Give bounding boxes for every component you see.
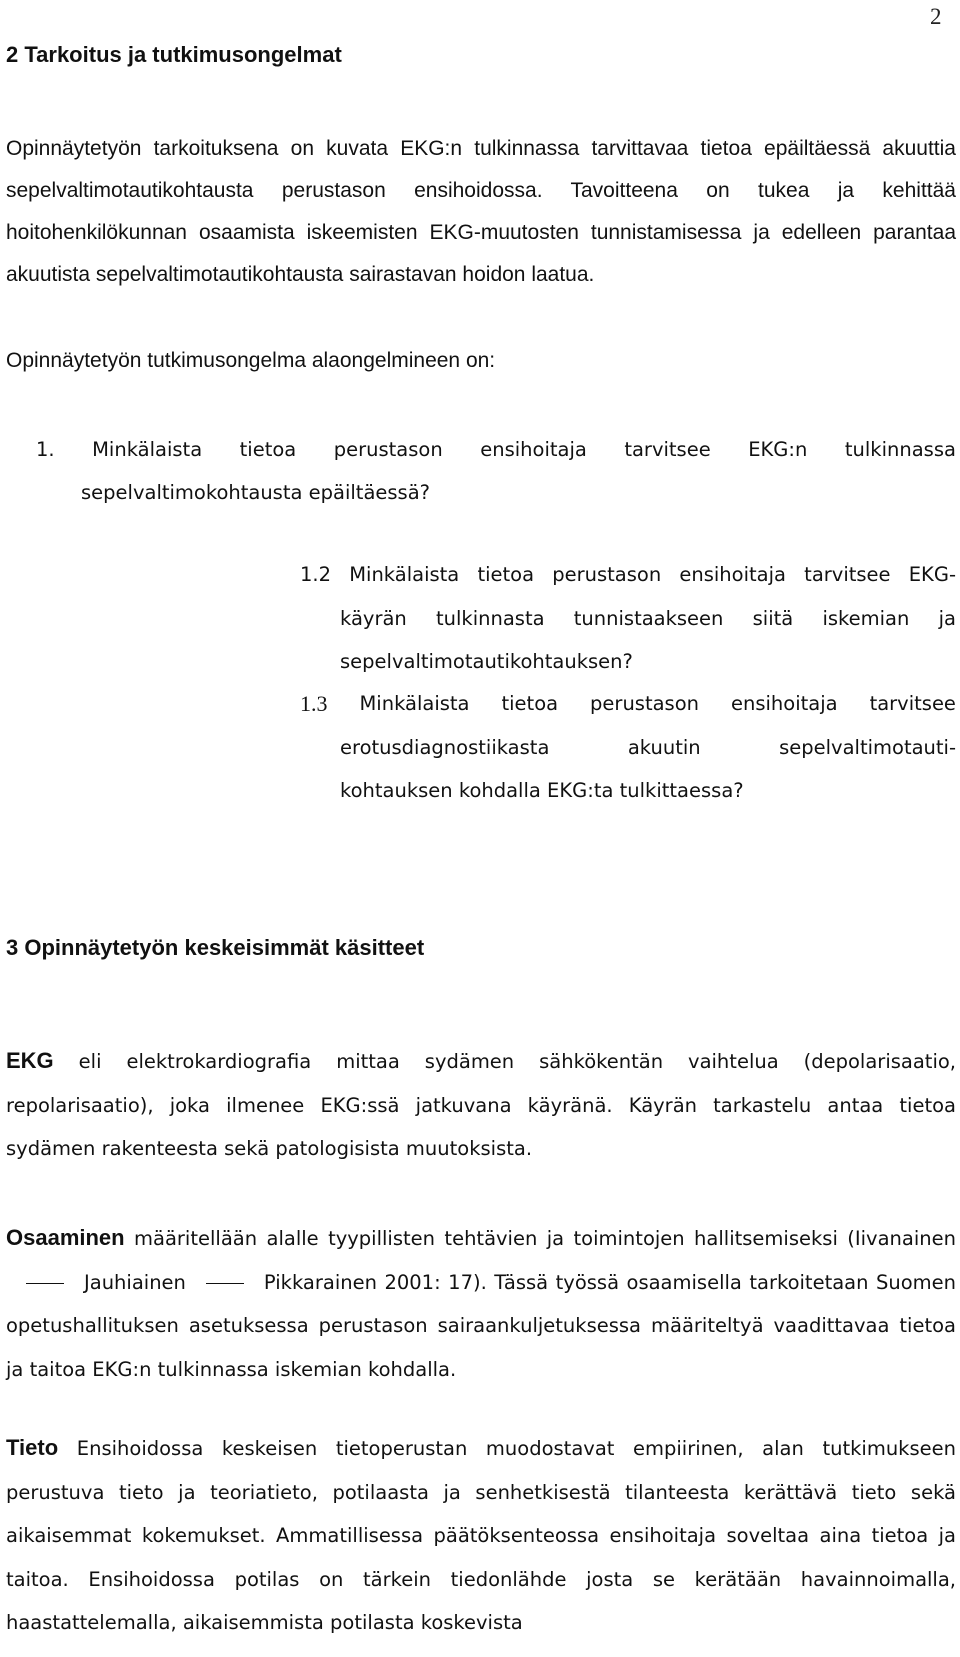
- question-word: tarvitsee: [869, 692, 956, 715]
- question-1-line-1: [36, 428, 956, 471]
- sub-question-1-2-line-1: [300, 553, 956, 597]
- tieto-text: Ensihoidossa keskeisen tietoperustan muodostavat empiirinen, alan tutkimukseen perustuva tieto ja teoriatieto, potilaasta ja senhetkisestä tilanteesta kerättävä tieto sekä aikaisemmat kokemukset. Ammatillisessa päätöksenteossa ensihoitaja soveltaa aina tietoa ja taitoa. Ensihoidossa potilas on tärkein tiedonlähde josta se kerätään havainnoimalla, haastattelemalla, aikaisemmista potilasta koskevista: [6, 1437, 956, 1634]
- question-word: tarvitsee: [624, 438, 711, 461]
- osaaminen-definition: [6, 1216, 956, 1391]
- sub-question-number: 1.2: [300, 563, 332, 586]
- question-word: tietoa: [477, 563, 535, 586]
- question-word: EKG-: [908, 563, 956, 586]
- question-word: Minkälaista: [349, 563, 460, 586]
- sub-question-1-2: [300, 553, 956, 684]
- osaaminen-text: määritellään alalle tyypillisten tehtävien ja toimintojen hallitsemiseksi (Iivanainen: [124, 1227, 956, 1250]
- question-word: tarvitsee: [804, 563, 891, 586]
- ekg-definition: [6, 1039, 956, 1171]
- section-3-heading: 3 Opinnäytetyön keskeisimmät käsitteet: [6, 935, 425, 960]
- question-number: 1.: [36, 438, 55, 461]
- question-word: tietoa: [239, 438, 297, 461]
- sub-question-number: 1.3: [300, 691, 328, 716]
- sub-question-1-3: [300, 682, 956, 813]
- question-word: tulkinnassa: [844, 438, 956, 461]
- question-1-line-2: sepelvaltimokohtausta epäiltäessä?: [81, 481, 431, 504]
- tieto-definition: [6, 1426, 956, 1645]
- question-word: ensihoitaja: [679, 563, 786, 586]
- question-word: perustason: [590, 692, 700, 715]
- sub-question-1-2-line-2: [300, 597, 956, 641]
- question-word: tulkinnasta: [435, 606, 545, 630]
- question-word: erotusdiagnostiikasta: [340, 735, 550, 759]
- sub-question-1-3-line-2: [300, 726, 956, 770]
- page-number: 2: [930, 4, 942, 29]
- question-word: siitä: [752, 606, 794, 630]
- question-word: ensihoitaja: [480, 438, 587, 461]
- question-word: sepelvaltimotauti-: [779, 735, 956, 759]
- question-word: tunnistaakseen: [573, 606, 724, 630]
- purpose-paragraph: Opinnäytetyön tarkoituksena on kuvata EKG:n tulkinnassa tarvittavaa tietoa epäiltäessä akuuttia sepelvaltimotautikohtausta perustason ensihoidossa. Tavoitteena on tukea ja kehittää hoitohenkilökunnan osaamista iskeemisten EKG-muutosten tunnistamisessa ja edelleen parantaa akuutista sepelvaltimotautikohtausta sairastavan hoidon laatua.: [6, 137, 956, 286]
- research-problem-intro: Opinnäytetyön tutkimusongelma alaongelmineen on:: [6, 349, 496, 372]
- question-word: ensihoitaja: [730, 692, 838, 715]
- ekg-text: eli elektrokardiografia mittaa sydämen sähkökentän vaihtelua (depolarisaatio, repolarisaatio), joka ilmenee EKG:ssä jatkuvana käyränä. Käyrän tarkastelu antaa tietoa sydämen rakenteesta sekä patologisista muutoksista.: [6, 1050, 956, 1160]
- question-word: Minkälaista: [92, 438, 203, 461]
- ekg-term: EKG: [6, 1048, 54, 1073]
- question-word: akuutin: [627, 735, 701, 759]
- section-2-heading: 2 Tarkoitus ja tutkimusongelmat: [6, 42, 342, 67]
- tieto-term: Tieto: [6, 1435, 59, 1460]
- question-word: käyrän: [340, 606, 407, 630]
- em-dash: [26, 1283, 64, 1284]
- author-name: Jauhiainen: [84, 1270, 186, 1294]
- osaaminen-text-continued: Tässä työssä osaamisella tarkoitetaan Suomen opetushallituksen asetuksessa perustason sairaankuljetuksessa määriteltyä vaadittavaa tietoa ja taitoa EKG:n tulkinnassa iskemian kohdalla.: [6, 1270, 956, 1381]
- question-word: ja: [938, 606, 956, 630]
- question-word: perustason: [552, 563, 662, 586]
- research-question-1: [36, 428, 956, 514]
- sub-question-1-3-line-3: kohtauksen kohdalla EKG:ta tulkittaessa?: [340, 779, 744, 802]
- question-word: EKG:n: [748, 438, 808, 461]
- osaaminen-term: Osaaminen: [6, 1225, 125, 1250]
- author-name: Pikkarainen 2001: 17).: [263, 1270, 487, 1294]
- sub-question-1-3-line-1: [300, 682, 956, 726]
- question-word: perustason: [333, 438, 443, 461]
- sub-question-1-2-line-3: sepelvaltimotautikohtauksen?: [340, 650, 633, 673]
- question-word: Minkälaista: [359, 692, 470, 715]
- em-dash: [206, 1283, 244, 1284]
- question-word: tietoa: [501, 692, 559, 715]
- question-word: iskemian: [822, 606, 910, 630]
